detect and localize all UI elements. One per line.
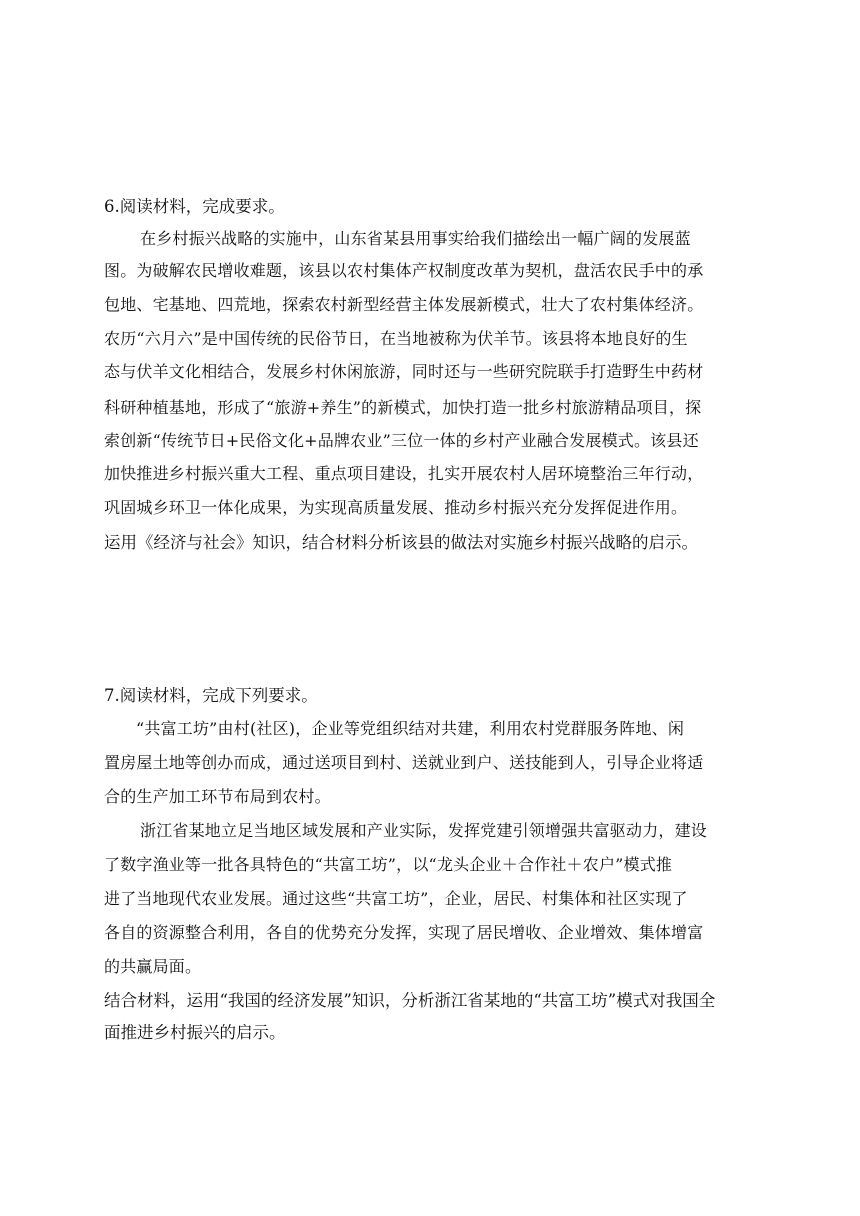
q6-material-line-1: 在乡村振兴战略的实施中，山东省某县用事实给我们描绘出一幅广阔的发展蓝 bbox=[140, 229, 691, 248]
q7-material-line-8: 的共赢局面。 bbox=[104, 957, 202, 976]
q6-material-line-8: 加快推进乡村振兴重大工程、重点项目建设，扎实开展农村人居环境整治三年行动， bbox=[104, 464, 704, 483]
q7-material-line-1: “共富工坊”由村(社区)，企业等党组织结对共建，利用农村党群服务阵地、闲 bbox=[136, 719, 685, 738]
q7-material-line-6: 进了当地现代农业发展。通过这些“共富工坊”，企业，居民、村集体和社区实现了 bbox=[104, 889, 688, 908]
q6-material-line-3: 包地、宅基地、四荒地，探索农村新型经营主体发展新模式，壮大了农村集体经济。 bbox=[104, 295, 704, 314]
q7-material-line-4: 浙江省某地立足当地区域发展和产业实际，发挥党建引领增强共富驱动力，建设 bbox=[140, 821, 708, 840]
q6-material-line-5: 态与伏羊文化相结合，发展乡村休闲旅游，同时还与一些研究院联手打造野生中药材 bbox=[104, 362, 704, 381]
q7-title: 7.阅读材料，完成下列要求。 bbox=[104, 686, 318, 705]
q7-material-line-5: 了数字渔业等一批各具特色的“共富工坊”，以“龙头企业＋合作社＋农户”模式推 bbox=[104, 855, 673, 874]
q6-material-line-6: 科研种植基地，形成了“旅游+养生”的新模式，加快打造一批乡村旅游精品项目，探 bbox=[104, 398, 702, 417]
q6-title: 6.阅读材料，完成要求。 bbox=[104, 197, 285, 216]
q6-material-line-9: 巩固城乡环卫一体化成果，为实现高质量发展、推动乡村振兴充分发挥促进作用。 bbox=[104, 498, 688, 517]
q7-material-line-2: 置房屋土地等创办而成，通过送项目到村、送就业到户、送技能到人，引导企业将适 bbox=[104, 753, 704, 772]
q6-material-line-4: 农历“六月六”是中国传统的民俗节日，在当地被称为伏羊节。该县将本地良好的生 bbox=[104, 329, 688, 348]
q6-question: 运用《经济与社会》知识，结合材料分析该县的做法对实施乡村振兴战略的启示。 bbox=[104, 533, 698, 552]
q7-question-line-2: 面推进乡村振兴的启示。 bbox=[104, 1023, 286, 1042]
q7-material-line-3: 合的生产加工环节布局到农村。 bbox=[104, 787, 331, 806]
q6-material-line-2: 图。为破解农民增收难题，该县以农村集体产权制度改革为契机，盘活农民手中的承 bbox=[104, 261, 704, 280]
q6-material-line-7: 索创新“传统节日+民俗文化+品牌农业”三位一体的乡村产业融合发展模式。该县还 bbox=[104, 431, 699, 450]
q7-question-line-1: 结合材料，运用“我国的经济发展”知识，分析浙江省某地的“共富工坊”模式对我国全 bbox=[104, 991, 716, 1010]
q7-material-line-7: 各自的资源整合利用，各自的优势充分发挥，实现了居民增收、企业增效、集体增富 bbox=[104, 923, 704, 942]
